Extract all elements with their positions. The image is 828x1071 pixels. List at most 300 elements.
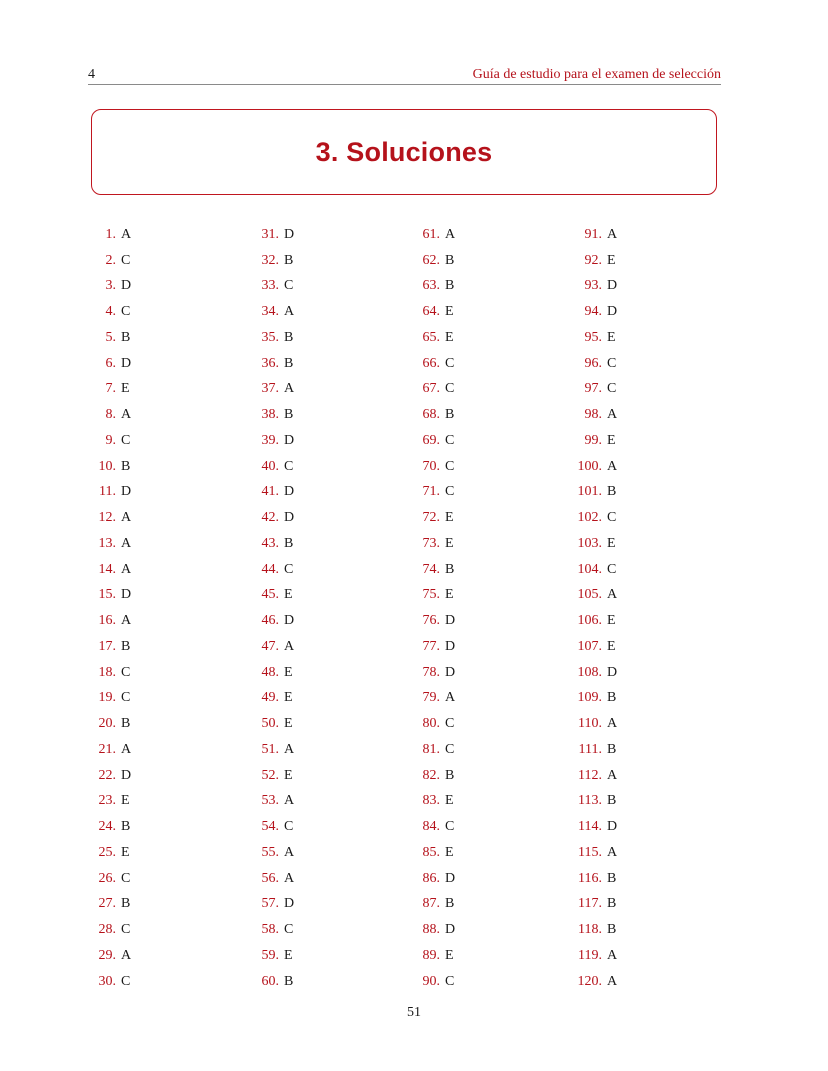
question-number: 119. xyxy=(578,947,602,963)
answer-row xyxy=(418,608,455,634)
answer-letter: C xyxy=(121,432,131,448)
question-number: 92. xyxy=(584,252,602,268)
answer-letter: A xyxy=(121,947,132,963)
answer-row xyxy=(573,505,617,531)
question-number: 54. xyxy=(261,819,279,835)
answer-row xyxy=(573,583,617,609)
answer-row xyxy=(96,583,131,609)
answer-row xyxy=(257,583,294,609)
question-number: 80. xyxy=(422,716,440,732)
question-number: 17. xyxy=(98,638,116,654)
answer-row xyxy=(96,222,131,248)
question-number: 69. xyxy=(422,432,440,448)
question-number: 112. xyxy=(578,767,602,783)
answer-letter: E xyxy=(284,947,293,963)
question-number: 101. xyxy=(577,484,602,500)
answer-letter: A xyxy=(284,381,295,397)
question-number: 32. xyxy=(261,252,279,268)
answer-row xyxy=(418,943,455,969)
answer-row xyxy=(573,660,617,686)
question-number: 97. xyxy=(584,381,602,397)
answer-row xyxy=(418,840,455,866)
answer-letter: E xyxy=(445,793,454,809)
answer-letter: A xyxy=(284,870,295,886)
answer-letter: A xyxy=(607,458,618,474)
answer-row xyxy=(257,222,294,248)
question-number: 1. xyxy=(105,226,116,242)
question-number: 15. xyxy=(98,587,116,603)
answer-letter: A xyxy=(607,716,618,732)
answer-row xyxy=(573,402,617,428)
answer-row xyxy=(418,531,455,557)
answer-row xyxy=(573,634,617,660)
answer-letter: D xyxy=(284,226,295,242)
answer-row xyxy=(257,454,294,480)
answer-row xyxy=(96,505,131,531)
answer-row xyxy=(96,557,131,583)
answer-row xyxy=(257,299,294,325)
question-number: 94. xyxy=(584,304,602,320)
answer-row xyxy=(257,943,294,969)
question-number: 93. xyxy=(584,278,602,294)
answer-letter: E xyxy=(121,793,130,809)
answer-row xyxy=(96,248,131,274)
answer-letter: A xyxy=(607,947,618,963)
question-number: 95. xyxy=(584,329,602,345)
answer-letter: C xyxy=(607,561,617,577)
answer-row xyxy=(257,248,294,274)
answer-letter: C xyxy=(284,922,294,938)
answer-letter: C xyxy=(445,741,455,757)
question-number: 43. xyxy=(261,535,279,551)
answer-row xyxy=(257,711,294,737)
question-number: 40. xyxy=(261,458,279,474)
answer-letter: C xyxy=(607,381,617,397)
running-header-page-number: 4 xyxy=(88,67,95,82)
answer-row xyxy=(418,377,455,403)
answer-letter: C xyxy=(284,458,294,474)
question-number: 96. xyxy=(584,355,602,371)
answer-letter: A xyxy=(607,587,618,603)
question-number: 91. xyxy=(584,226,602,242)
answer-letter: E xyxy=(284,587,293,603)
answer-letter: B xyxy=(121,716,131,732)
answer-letter: C xyxy=(445,432,455,448)
answer-letter: B xyxy=(284,329,294,345)
answer-row xyxy=(257,969,294,995)
question-number: 45. xyxy=(261,587,279,603)
question-number: 46. xyxy=(261,613,279,629)
question-number: 29. xyxy=(98,947,116,963)
answer-row xyxy=(257,377,294,403)
answer-row xyxy=(96,763,131,789)
answer-letter: D xyxy=(284,484,295,500)
answer-row xyxy=(257,505,294,531)
question-number: 90. xyxy=(422,973,440,989)
answer-row xyxy=(573,763,617,789)
answer-letter: C xyxy=(445,973,455,989)
question-number: 66. xyxy=(422,355,440,371)
answer-row xyxy=(418,789,455,815)
answer-letter: A xyxy=(121,226,132,242)
question-number: 79. xyxy=(422,690,440,706)
question-number: 26. xyxy=(98,870,116,886)
answer-letter: B xyxy=(445,252,455,268)
question-number: 48. xyxy=(261,664,279,680)
answer-row xyxy=(573,892,617,918)
section-title-box xyxy=(91,109,717,195)
answer-letter: A xyxy=(284,741,295,757)
question-number: 41. xyxy=(261,484,279,500)
question-number: 120. xyxy=(577,973,602,989)
answer-row xyxy=(96,274,131,300)
question-number: 63. xyxy=(422,278,440,294)
question-number: 12. xyxy=(98,510,116,526)
answer-row xyxy=(573,377,617,403)
answer-letter: B xyxy=(121,638,131,654)
answer-letter: E xyxy=(445,304,454,320)
question-number: 106. xyxy=(577,613,602,629)
question-number: 35. xyxy=(261,329,279,345)
answer-letter: A xyxy=(445,690,456,706)
answer-row xyxy=(418,274,455,300)
page-number: 51 xyxy=(407,1005,421,1020)
question-number: 65. xyxy=(422,329,440,345)
question-number: 109. xyxy=(577,690,602,706)
answer-row xyxy=(573,969,617,995)
answer-row xyxy=(573,943,617,969)
question-number: 85. xyxy=(422,844,440,860)
question-number: 105. xyxy=(577,587,602,603)
answer-row xyxy=(573,711,617,737)
answer-letter: B xyxy=(445,407,455,423)
answer-letter: C xyxy=(607,510,617,526)
answer-letter: D xyxy=(607,664,618,680)
answer-row xyxy=(573,686,617,712)
answer-row xyxy=(573,454,617,480)
answer-letter: C xyxy=(445,819,455,835)
answer-letter: D xyxy=(445,870,456,886)
answer-letter: A xyxy=(121,613,132,629)
question-number: 50. xyxy=(261,716,279,732)
answer-letter: B xyxy=(445,896,455,912)
question-number: 73. xyxy=(422,535,440,551)
question-number: 118. xyxy=(578,922,602,938)
question-number: 7. xyxy=(105,381,116,397)
question-number: 98. xyxy=(584,407,602,423)
answer-row xyxy=(418,505,455,531)
question-number: 13. xyxy=(98,535,116,551)
answer-row xyxy=(418,866,455,892)
answer-row xyxy=(418,402,455,428)
answer-letter: E xyxy=(445,510,454,526)
answer-letter: C xyxy=(121,973,131,989)
answer-row xyxy=(573,789,617,815)
question-number: 78. xyxy=(422,664,440,680)
question-number: 2. xyxy=(105,252,116,268)
answer-letter: B xyxy=(121,896,131,912)
question-number: 113. xyxy=(578,793,602,809)
answer-letter: C xyxy=(121,252,131,268)
question-number: 103. xyxy=(577,535,602,551)
answer-row xyxy=(418,583,455,609)
answer-letter: D xyxy=(607,278,618,294)
answer-row xyxy=(96,660,131,686)
question-number: 39. xyxy=(261,432,279,448)
answer-letter: A xyxy=(607,973,618,989)
question-number: 89. xyxy=(422,947,440,963)
question-number: 88. xyxy=(422,922,440,938)
answer-letter: C xyxy=(121,690,131,706)
answer-letter: B xyxy=(121,819,131,835)
question-number: 28. xyxy=(98,922,116,938)
question-number: 60. xyxy=(261,973,279,989)
header-divider xyxy=(88,84,721,85)
answer-row xyxy=(418,969,455,995)
answer-row xyxy=(573,428,617,454)
answer-letter: E xyxy=(607,329,616,345)
answer-letter: E xyxy=(607,613,616,629)
question-number: 42. xyxy=(261,510,279,526)
answer-row xyxy=(96,454,131,480)
answer-row xyxy=(573,222,617,248)
answer-letter: B xyxy=(445,561,455,577)
question-number: 117. xyxy=(578,896,602,912)
answer-letter: D xyxy=(445,613,456,629)
answer-letter: E xyxy=(284,664,293,680)
answer-letter: D xyxy=(121,278,132,294)
answer-row xyxy=(257,866,294,892)
answer-row xyxy=(257,789,294,815)
answer-letter: A xyxy=(607,844,618,860)
answer-row xyxy=(257,634,294,660)
answer-letter: C xyxy=(121,922,131,938)
answer-row xyxy=(418,351,455,377)
question-number: 19. xyxy=(98,690,116,706)
question-number: 49. xyxy=(261,690,279,706)
answer-row xyxy=(96,892,131,918)
answer-row xyxy=(257,325,294,351)
question-number: 81. xyxy=(422,741,440,757)
answer-letter: C xyxy=(121,870,131,886)
question-number: 99. xyxy=(584,432,602,448)
answer-letter: B xyxy=(284,355,294,371)
question-number: 111. xyxy=(578,741,602,757)
answer-row xyxy=(257,917,294,943)
answer-letter: A xyxy=(284,844,295,860)
answer-letter: C xyxy=(445,716,455,732)
answer-letter: D xyxy=(121,355,132,371)
answer-row xyxy=(573,325,617,351)
answer-row xyxy=(418,814,455,840)
answer-letter: E xyxy=(607,638,616,654)
answer-letter: D xyxy=(284,896,295,912)
answer-row xyxy=(257,274,294,300)
answer-row xyxy=(257,892,294,918)
answer-letter: E xyxy=(284,767,293,783)
answer-letter: E xyxy=(284,690,293,706)
question-number: 64. xyxy=(422,304,440,320)
question-number: 30. xyxy=(98,973,116,989)
answer-row xyxy=(96,428,131,454)
question-number: 18. xyxy=(98,664,116,680)
answer-letter: D xyxy=(607,304,618,320)
question-number: 14. xyxy=(98,561,116,577)
answer-letter: B xyxy=(607,870,617,886)
question-number: 57. xyxy=(261,896,279,912)
question-number: 11. xyxy=(99,484,116,500)
answer-row xyxy=(418,660,455,686)
answer-row xyxy=(418,325,455,351)
answer-row xyxy=(96,814,131,840)
question-number: 77. xyxy=(422,638,440,654)
answer-row xyxy=(96,917,131,943)
answer-row xyxy=(96,789,131,815)
question-number: 25. xyxy=(98,844,116,860)
answer-row xyxy=(418,737,455,763)
question-number: 53. xyxy=(261,793,279,809)
question-number: 16. xyxy=(98,613,116,629)
answer-letter: C xyxy=(445,484,455,500)
answer-row xyxy=(257,660,294,686)
answer-row xyxy=(418,454,455,480)
answer-row xyxy=(418,222,455,248)
answer-row xyxy=(96,531,131,557)
answer-letter: D xyxy=(445,638,456,654)
answer-row xyxy=(418,892,455,918)
answer-letter: D xyxy=(121,767,132,783)
answer-row xyxy=(418,711,455,737)
answer-letter: E xyxy=(445,587,454,603)
answer-letter: A xyxy=(607,407,618,423)
answer-letter: B xyxy=(121,329,131,345)
question-number: 100. xyxy=(577,458,602,474)
answers-column-4 xyxy=(573,222,617,995)
answer-row xyxy=(573,737,617,763)
answer-letter: D xyxy=(445,922,456,938)
question-number: 59. xyxy=(261,947,279,963)
question-number: 115. xyxy=(578,844,602,860)
question-number: 56. xyxy=(261,870,279,886)
answer-letter: D xyxy=(121,484,132,500)
question-number: 5. xyxy=(105,329,116,345)
answer-row xyxy=(96,943,131,969)
answer-letter: D xyxy=(284,432,295,448)
answer-letter: E xyxy=(121,381,130,397)
answer-row xyxy=(573,608,617,634)
question-number: 108. xyxy=(577,664,602,680)
answer-letter: B xyxy=(607,793,617,809)
answer-letter: C xyxy=(284,278,294,294)
question-number: 23. xyxy=(98,793,116,809)
answer-letter: E xyxy=(607,535,616,551)
answer-letter: D xyxy=(284,613,295,629)
answer-row xyxy=(573,866,617,892)
answer-letter: A xyxy=(121,741,132,757)
answer-row xyxy=(573,840,617,866)
answer-row xyxy=(418,634,455,660)
answer-row xyxy=(573,917,617,943)
answer-letter: B xyxy=(284,535,294,551)
question-number: 83. xyxy=(422,793,440,809)
answer-row xyxy=(96,711,131,737)
question-number: 75. xyxy=(422,587,440,603)
answer-letter: D xyxy=(121,587,132,603)
question-number: 4. xyxy=(105,304,116,320)
answer-letter: B xyxy=(607,690,617,706)
answer-letter: E xyxy=(607,252,616,268)
question-number: 55. xyxy=(261,844,279,860)
answer-letter: A xyxy=(284,793,295,809)
question-number: 87. xyxy=(422,896,440,912)
answer-letter: B xyxy=(121,458,131,474)
answer-row xyxy=(418,480,455,506)
answer-row xyxy=(96,608,131,634)
answer-row xyxy=(573,531,617,557)
answer-row xyxy=(257,480,294,506)
question-number: 37. xyxy=(261,381,279,397)
question-number: 47. xyxy=(261,638,279,654)
answer-letter: A xyxy=(121,535,132,551)
answer-letter: E xyxy=(445,535,454,551)
question-number: 84. xyxy=(422,819,440,835)
section-title: 3. Soluciones xyxy=(315,136,493,167)
question-number: 10. xyxy=(98,458,116,474)
answer-row xyxy=(257,531,294,557)
answer-row xyxy=(257,840,294,866)
answer-letter: B xyxy=(607,484,617,500)
question-number: 86. xyxy=(422,870,440,886)
answer-letter: B xyxy=(284,407,294,423)
answer-row xyxy=(573,274,617,300)
answer-letter: E xyxy=(445,844,454,860)
answer-row xyxy=(418,299,455,325)
answer-letter: A xyxy=(284,304,295,320)
answer-letter: C xyxy=(284,561,294,577)
answer-row xyxy=(96,840,131,866)
answer-row xyxy=(418,428,455,454)
answer-letter: B xyxy=(445,278,455,294)
question-number: 22. xyxy=(98,767,116,783)
question-number: 61. xyxy=(422,226,440,242)
question-number: 114. xyxy=(578,819,602,835)
answer-letter: B xyxy=(607,741,617,757)
question-number: 52. xyxy=(261,767,279,783)
question-number: 102. xyxy=(577,510,602,526)
answer-letter: E xyxy=(445,329,454,345)
answer-row xyxy=(257,557,294,583)
answer-row xyxy=(418,686,455,712)
question-number: 72. xyxy=(422,510,440,526)
question-number: 76. xyxy=(422,613,440,629)
answer-row xyxy=(257,686,294,712)
question-number: 62. xyxy=(422,252,440,268)
answer-row xyxy=(418,763,455,789)
answer-letter: E xyxy=(284,716,293,732)
answer-row xyxy=(96,377,131,403)
answer-letter: A xyxy=(121,561,132,577)
answer-row xyxy=(418,557,455,583)
question-number: 20. xyxy=(98,716,116,732)
answer-letter: C xyxy=(284,819,294,835)
answer-letter: B xyxy=(445,767,455,783)
answer-letter: D xyxy=(284,510,295,526)
question-number: 27. xyxy=(98,896,116,912)
answer-letter: D xyxy=(445,664,456,680)
answer-row xyxy=(96,969,131,995)
answer-letter: B xyxy=(607,896,617,912)
question-number: 58. xyxy=(261,922,279,938)
